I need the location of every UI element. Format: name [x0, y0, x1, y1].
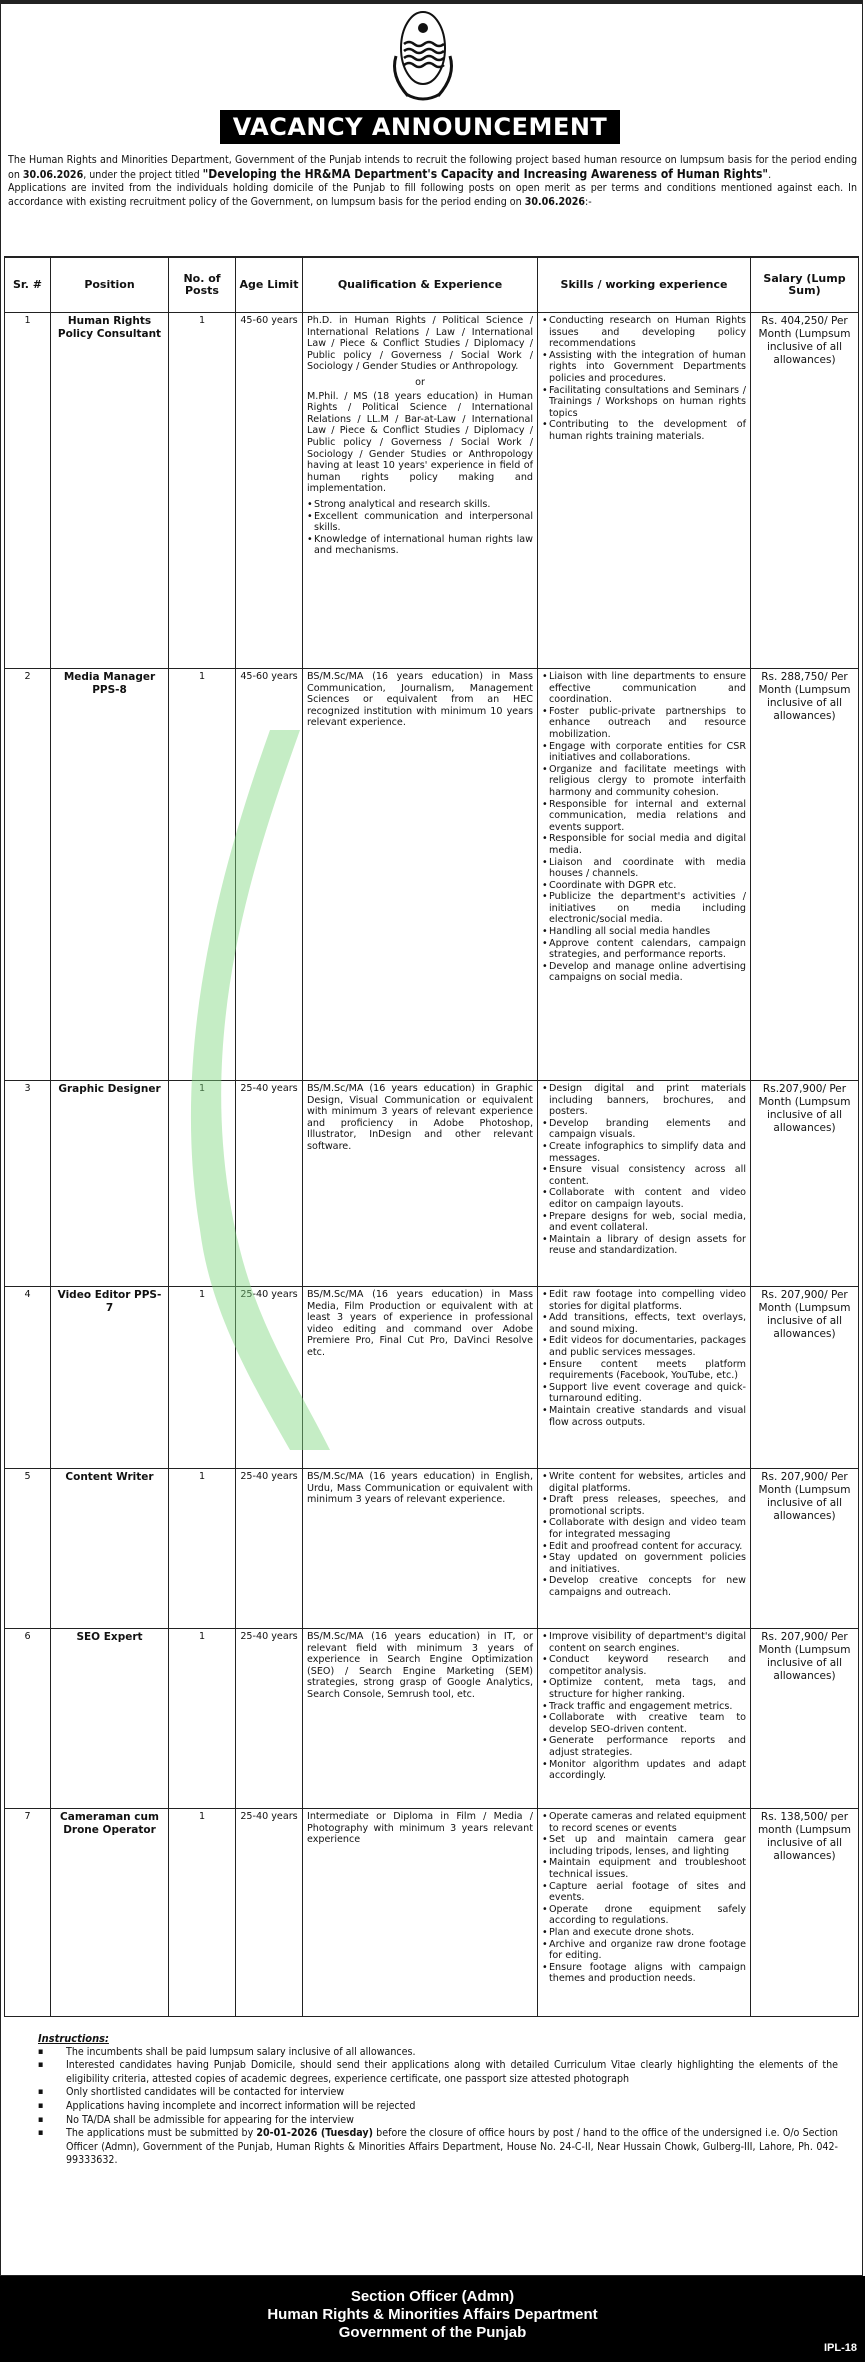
list-item: • Publicize the department's activities / initiatives on media including electronic/social media. — [549, 891, 746, 926]
row-age: 45-60 years — [236, 313, 303, 669]
row-skills — [538, 313, 751, 669]
row-sr: 7 — [5, 1809, 51, 2017]
row-salary: Rs. 207,900/ Per Month (Lumpsum inclusive of all allowances) — [751, 1287, 859, 1469]
list-item: • Maintain a library of design assets for reuse and standardization. — [549, 1234, 746, 1257]
row-salary: Rs. 404,250/ Per Month (Lumpsum inclusive of all allowances) — [751, 313, 859, 669]
row-age: 25-40 years — [236, 1287, 303, 1469]
header-age: Age Limit — [236, 257, 303, 313]
row-posts: 1 — [169, 669, 236, 1081]
table-row — [5, 1469, 859, 1629]
list-item: • Archive and organize raw drone footage for editing. — [549, 1939, 746, 1962]
list-item: • Ensure content meets platform requirements (Facebook, YouTube, etc.) — [549, 1359, 746, 1382]
list-item: • Optimize content, meta tags, and structure for higher ranking. — [549, 1677, 746, 1700]
list-item: • Set up and maintain camera gear including tripods, lenses, and lighting — [549, 1834, 746, 1857]
row-qualification: BS/M.Sc/MA (16 years education) in English, Urdu, Mass Communication or equivalent with minimum 3 years of relevant experience. — [303, 1469, 538, 1629]
list-item: • Collaborate with creative team to develop SEO-driven content. — [549, 1712, 746, 1735]
table-header-row — [5, 257, 859, 313]
list-item: • Conduct keyword research and competitor analysis. — [549, 1654, 746, 1677]
list-item: • Ensure visual consistency across all content. — [549, 1164, 746, 1187]
list-item: • Responsible for internal and external communication, media relations and events support. — [549, 799, 746, 834]
row-skills — [538, 1629, 751, 1809]
row-qualification: BS/M.Sc/MA (16 years education) in Mass Media, Film Production or equivalent with at least 3 years of experience in professional video editing and command over Adobe Premiere Pro, Final Cut Pro, DaVinci Resolve etc. — [303, 1287, 538, 1469]
list-item: ▪ Applications having incomplete and incorrect information will be rejected — [66, 2100, 838, 2114]
period-end-date: 30.06.2026 — [524, 195, 585, 208]
list-item: • Organize and facilitate meetings with religious clergy to promote interfaith harmony and community cohesion. — [549, 764, 746, 799]
instructions-section — [38, 2032, 838, 2168]
list-item: • Edit videos for documentaries, packages and public services messages. — [549, 1335, 746, 1358]
table-row — [5, 669, 859, 1081]
row-age: 45-60 years — [236, 669, 303, 1081]
list-item: • Foster public-private partnerships to enhance outreach and resource mobilization. — [549, 706, 746, 741]
row-qualification: BS/M.Sc/MA (16 years education) in IT, or relevant field with minimum 3 years of experience in Search Engine Optimization (SEO) / Search Engine Marketing (SEM) strategies, strong grasp of Google Analytics, Search Console, Semrush tool, etc. — [303, 1629, 538, 1809]
row-sr: 3 — [5, 1081, 51, 1287]
row-posts: 1 — [169, 1629, 236, 1809]
row-age: 25-40 years — [236, 1081, 303, 1287]
row-skills — [538, 1469, 751, 1629]
signatory-department: Human Rights & Minorities Affairs Department — [267, 2306, 598, 2323]
vacancy-table — [4, 256, 859, 2017]
project-end-date: 30.06.2026 — [22, 168, 84, 181]
list-item: • Responsible for social media and digital media. — [549, 833, 746, 856]
row-qualification: BS/M.Sc/MA (16 years education) in Graphic Design, Visual Communication or equivalent with minimum 3 years of relevant experience and proficiency in Adobe Photoshop, Illustrator, InDesign and other relevant software. — [303, 1081, 538, 1287]
list-item: • Track traffic and engagement metrics. — [549, 1701, 746, 1713]
table-row — [5, 313, 859, 669]
row-position: Graphic Designer — [51, 1081, 169, 1287]
row-salary: Rs. 288,750/ Per Month (Lumpsum inclusive of all allowances) — [751, 669, 859, 1081]
list-item: • Design digital and print materials including banners, brochures, and posters. — [549, 1083, 746, 1118]
list-item: • Develop branding elements and campaign visuals. — [549, 1118, 746, 1141]
row-skills — [538, 669, 751, 1081]
list-item: ▪ The incumbents shall be paid lumpsum salary inclusive of all allowances. — [66, 2046, 838, 2060]
list-item: ▪ No TA/DA shall be admissible for appearing for the interview — [66, 2114, 838, 2128]
signatory-government: Government of the Punjab — [338, 2324, 527, 2341]
list-item: • Develop creative concepts for new campaigns and outreach. — [549, 1575, 746, 1598]
row-age: 25-40 years — [236, 1629, 303, 1809]
list-item: • Operate drone equipment safely according to regulations. — [549, 1904, 746, 1927]
row-salary: Rs.207,900/ Per Month (Lumpsum inclusive of all allowances) — [751, 1081, 859, 1287]
list-item: • Assisting with the integration of human rights into Government Departments policies and procedures. — [549, 350, 746, 385]
row-position: Cameraman cum Drone Operator — [51, 1809, 169, 2017]
header-skills: Skills / working experience — [538, 257, 751, 313]
list-item: • Collaborate with design and video team for integrated messaging — [549, 1517, 746, 1540]
list-item: • Contributing to the development of human rights training materials. — [549, 419, 746, 442]
table-row — [5, 1081, 859, 1287]
list-item: • Knowledge of international human rights law and mechanisms. — [314, 534, 533, 557]
row-position: Video Editor PPS-7 — [51, 1287, 169, 1469]
list-item: • Maintain creative standards and visual flow across outputs. — [549, 1405, 746, 1428]
list-item: • Write content for websites, articles and digital platforms. — [549, 1471, 746, 1494]
qualification-bullets — [307, 499, 533, 557]
list-item: • Coordinate with DGPR etc. — [549, 880, 746, 892]
row-qualification: Ph.D. in Human Rights / Political Science / International Relations / Law / International Law / Piece & Conflict Studies / Diplomacy / Public policy / Governess / Social Work / Sociology / Gender Studies or Anthropology. or M.Phil. / MS (18 years education) in Human Rights / Political Science / International Relations / LL.M / Bar-at-Law / International Law / Piece & Conflict Studies / Diplomacy / Public policy / Governess / Social Work / Sociology / Gender Studies or Anthropology having at least 10 years' experience in field of human rights policy making and implementation. • Strong analytical and research skills. • Excellent communication and interpersonal skills. • Knowledge of international human rights law and mechanisms. — [303, 313, 538, 669]
list-item: • Collaborate with content and video editor on campaign layouts. — [549, 1187, 746, 1210]
project-title: "Developing the HR&MA Department's Capacity and Increasing Awareness of Human Rights" — [202, 166, 769, 181]
row-position: SEO Expert — [51, 1629, 169, 1809]
row-posts: 1 — [169, 1469, 236, 1629]
list-item: • Edit and proofread content for accuracy. — [549, 1541, 746, 1553]
list-item: • Maintain equipment and troubleshoot technical issues. — [549, 1857, 746, 1880]
table-row — [5, 1287, 859, 1469]
list-item: • Edit raw footage into compelling video stories for digital platforms. — [549, 1289, 746, 1312]
list-item: • Handling all social media handles — [549, 926, 746, 938]
list-item: ▪ The applications must be submitted by 20-01-2026 (Tuesday) before the closure of office hours by post / hand to the office of the undersigned i.e. O/o Section Officer (Admn), Government of the Punjab, Human Rights & Minorities Affairs Department, House No. 24-C-II, Near Hussain Chowk, Gulberg-III, Lahore, Ph. 042-99333632. — [66, 2127, 838, 2168]
list-item: • Create infographics to simplify data and messages. — [549, 1141, 746, 1164]
header-posts: No. of Posts — [169, 257, 236, 313]
row-salary: Rs. 207,900/ Per Month (Lumpsum inclusive of all allowances) — [751, 1469, 859, 1629]
list-item: • Approve content calendars, campaign strategies, and performance reports. — [549, 938, 746, 961]
header-position: Position — [51, 257, 169, 313]
row-qualification: BS/M.Sc/MA (16 years education) in Mass Communication, Journalism, Management Sciences or equivalent from an HEC recognized institution with minimum 10 years relevant experience. — [303, 669, 538, 1081]
row-skills — [538, 1287, 751, 1469]
row-sr: 6 — [5, 1629, 51, 1809]
list-item: • Facilitating consultations and Seminars / Trainings / Workshops on human rights topics — [549, 385, 746, 420]
list-item: • Liaison with line departments to ensure effective communication and coordination. — [549, 671, 746, 706]
table-row — [5, 1629, 859, 1809]
header-sr: Sr. # — [5, 257, 51, 313]
intro-paragraph-1: The Human Rights and Minorities Department, Government of the Punjab intends to recruit the following project based human resource on lumpsum basis for the period ending on 30.06.2026, under the project titled "Developing the HR&MA Department's Capacity and Increasing Awareness of Human Rights". — [8, 154, 857, 181]
instructions-heading: Instructions: — [38, 2032, 109, 2045]
table-row — [5, 1809, 859, 2017]
row-position: Content Writer — [51, 1469, 169, 1629]
list-item: • Liaison and coordinate with media houses / channels. — [549, 857, 746, 880]
row-posts: 1 — [169, 1809, 236, 2017]
advertisement-code: IPL-18 — [823, 2342, 857, 2354]
signature-footer — [0, 2276, 865, 2362]
list-item: • Excellent communication and interpersonal skills. — [314, 511, 533, 534]
list-item: • Develop and manage online advertising campaigns on social media. — [549, 961, 746, 984]
page-title: VACANCY ANNOUNCEMENT — [220, 110, 620, 144]
row-sr: 1 — [5, 313, 51, 669]
header-salary: Salary (Lump Sum) — [751, 257, 859, 313]
row-skills — [538, 1809, 751, 2017]
row-salary: Rs. 138,500/ per month (Lumpsum inclusive of all allowances) — [751, 1809, 859, 2017]
list-item: • Stay updated on government policies and initiatives. — [549, 1552, 746, 1575]
row-sr: 2 — [5, 669, 51, 1081]
punjab-emblem-icon — [358, 6, 488, 106]
intro-text — [8, 154, 857, 209]
row-qualification: Intermediate or Diploma in Film / Media / Photography with minimum 3 years relevant experience — [303, 1809, 538, 2017]
list-item: • Ensure footage aligns with campaign themes and production needs. — [549, 1962, 746, 1985]
list-item: • Draft press releases, speeches, and promotional scripts. — [549, 1494, 746, 1517]
row-skills — [538, 1081, 751, 1287]
row-position: Human Rights Policy Consultant — [51, 313, 169, 669]
list-item: • Capture aerial footage of sites and events. — [549, 1881, 746, 1904]
row-position: Media Manager PPS-8 — [51, 669, 169, 1081]
header-qualification: Qualification & Experience — [303, 257, 538, 313]
list-item: ▪ Only shortlisted candidates will be contacted for interview — [66, 2086, 838, 2100]
row-age: 25-40 years — [236, 1469, 303, 1629]
list-item: • Strong analytical and research skills. — [314, 499, 533, 511]
intro-paragraph-2: Applications are invited from the individuals holding domicile of the Punjab to fill following posts on open merit as per terms and conditions mentioned against each. In accordance with existing recruitment policy of the Government, on lumpsum basis for the period ending on 30.06.2026:- — [8, 182, 857, 208]
list-item: • Plan and execute drone shots. — [549, 1927, 746, 1939]
row-sr: 4 — [5, 1287, 51, 1469]
list-item: • Add transitions, effects, text overlays, and sound mixing. — [549, 1312, 746, 1335]
list-item: • Conducting research on Human Rights issues and developing policy recommendations — [549, 315, 746, 350]
list-item: • Prepare designs for web, social media, and event collateral. — [549, 1211, 746, 1234]
signatory-title: Section Officer (Admn) — [350, 2288, 515, 2305]
list-item: • Monitor algorithm updates and adapt accordingly. — [549, 1759, 746, 1782]
list-item: • Support live event coverage and quick-turnaround editing. — [549, 1382, 746, 1405]
list-item: • Engage with corporate entities for CSR initiatives and collaborations. — [549, 741, 746, 764]
row-salary: Rs. 207,900/ Per Month (Lumpsum inclusive of all allowances) — [751, 1629, 859, 1809]
list-item: • Operate cameras and related equipment to record scenes or events — [549, 1811, 746, 1834]
list-item: • Generate performance reports and adjust strategies. — [549, 1735, 746, 1758]
row-posts: 1 — [169, 313, 236, 669]
list-item: • Improve visibility of department's digital content on search engines. — [549, 1631, 746, 1654]
submission-deadline: 20-01-2026 (Tuesday) — [256, 2127, 373, 2140]
row-sr: 5 — [5, 1469, 51, 1629]
row-age: 25-40 years — [236, 1809, 303, 2017]
row-posts: 1 — [169, 1081, 236, 1287]
row-posts: 1 — [169, 1287, 236, 1469]
instructions-list — [38, 2046, 838, 2168]
list-item: ▪ Interested candidates having Punjab Domicile, should send their applications along with detailed Curriculum Vitae clearly highlighting the elements of the eligibility criteria, attested copies of academic degrees, experience certificate, one passport size attested photograph — [66, 2059, 838, 2086]
